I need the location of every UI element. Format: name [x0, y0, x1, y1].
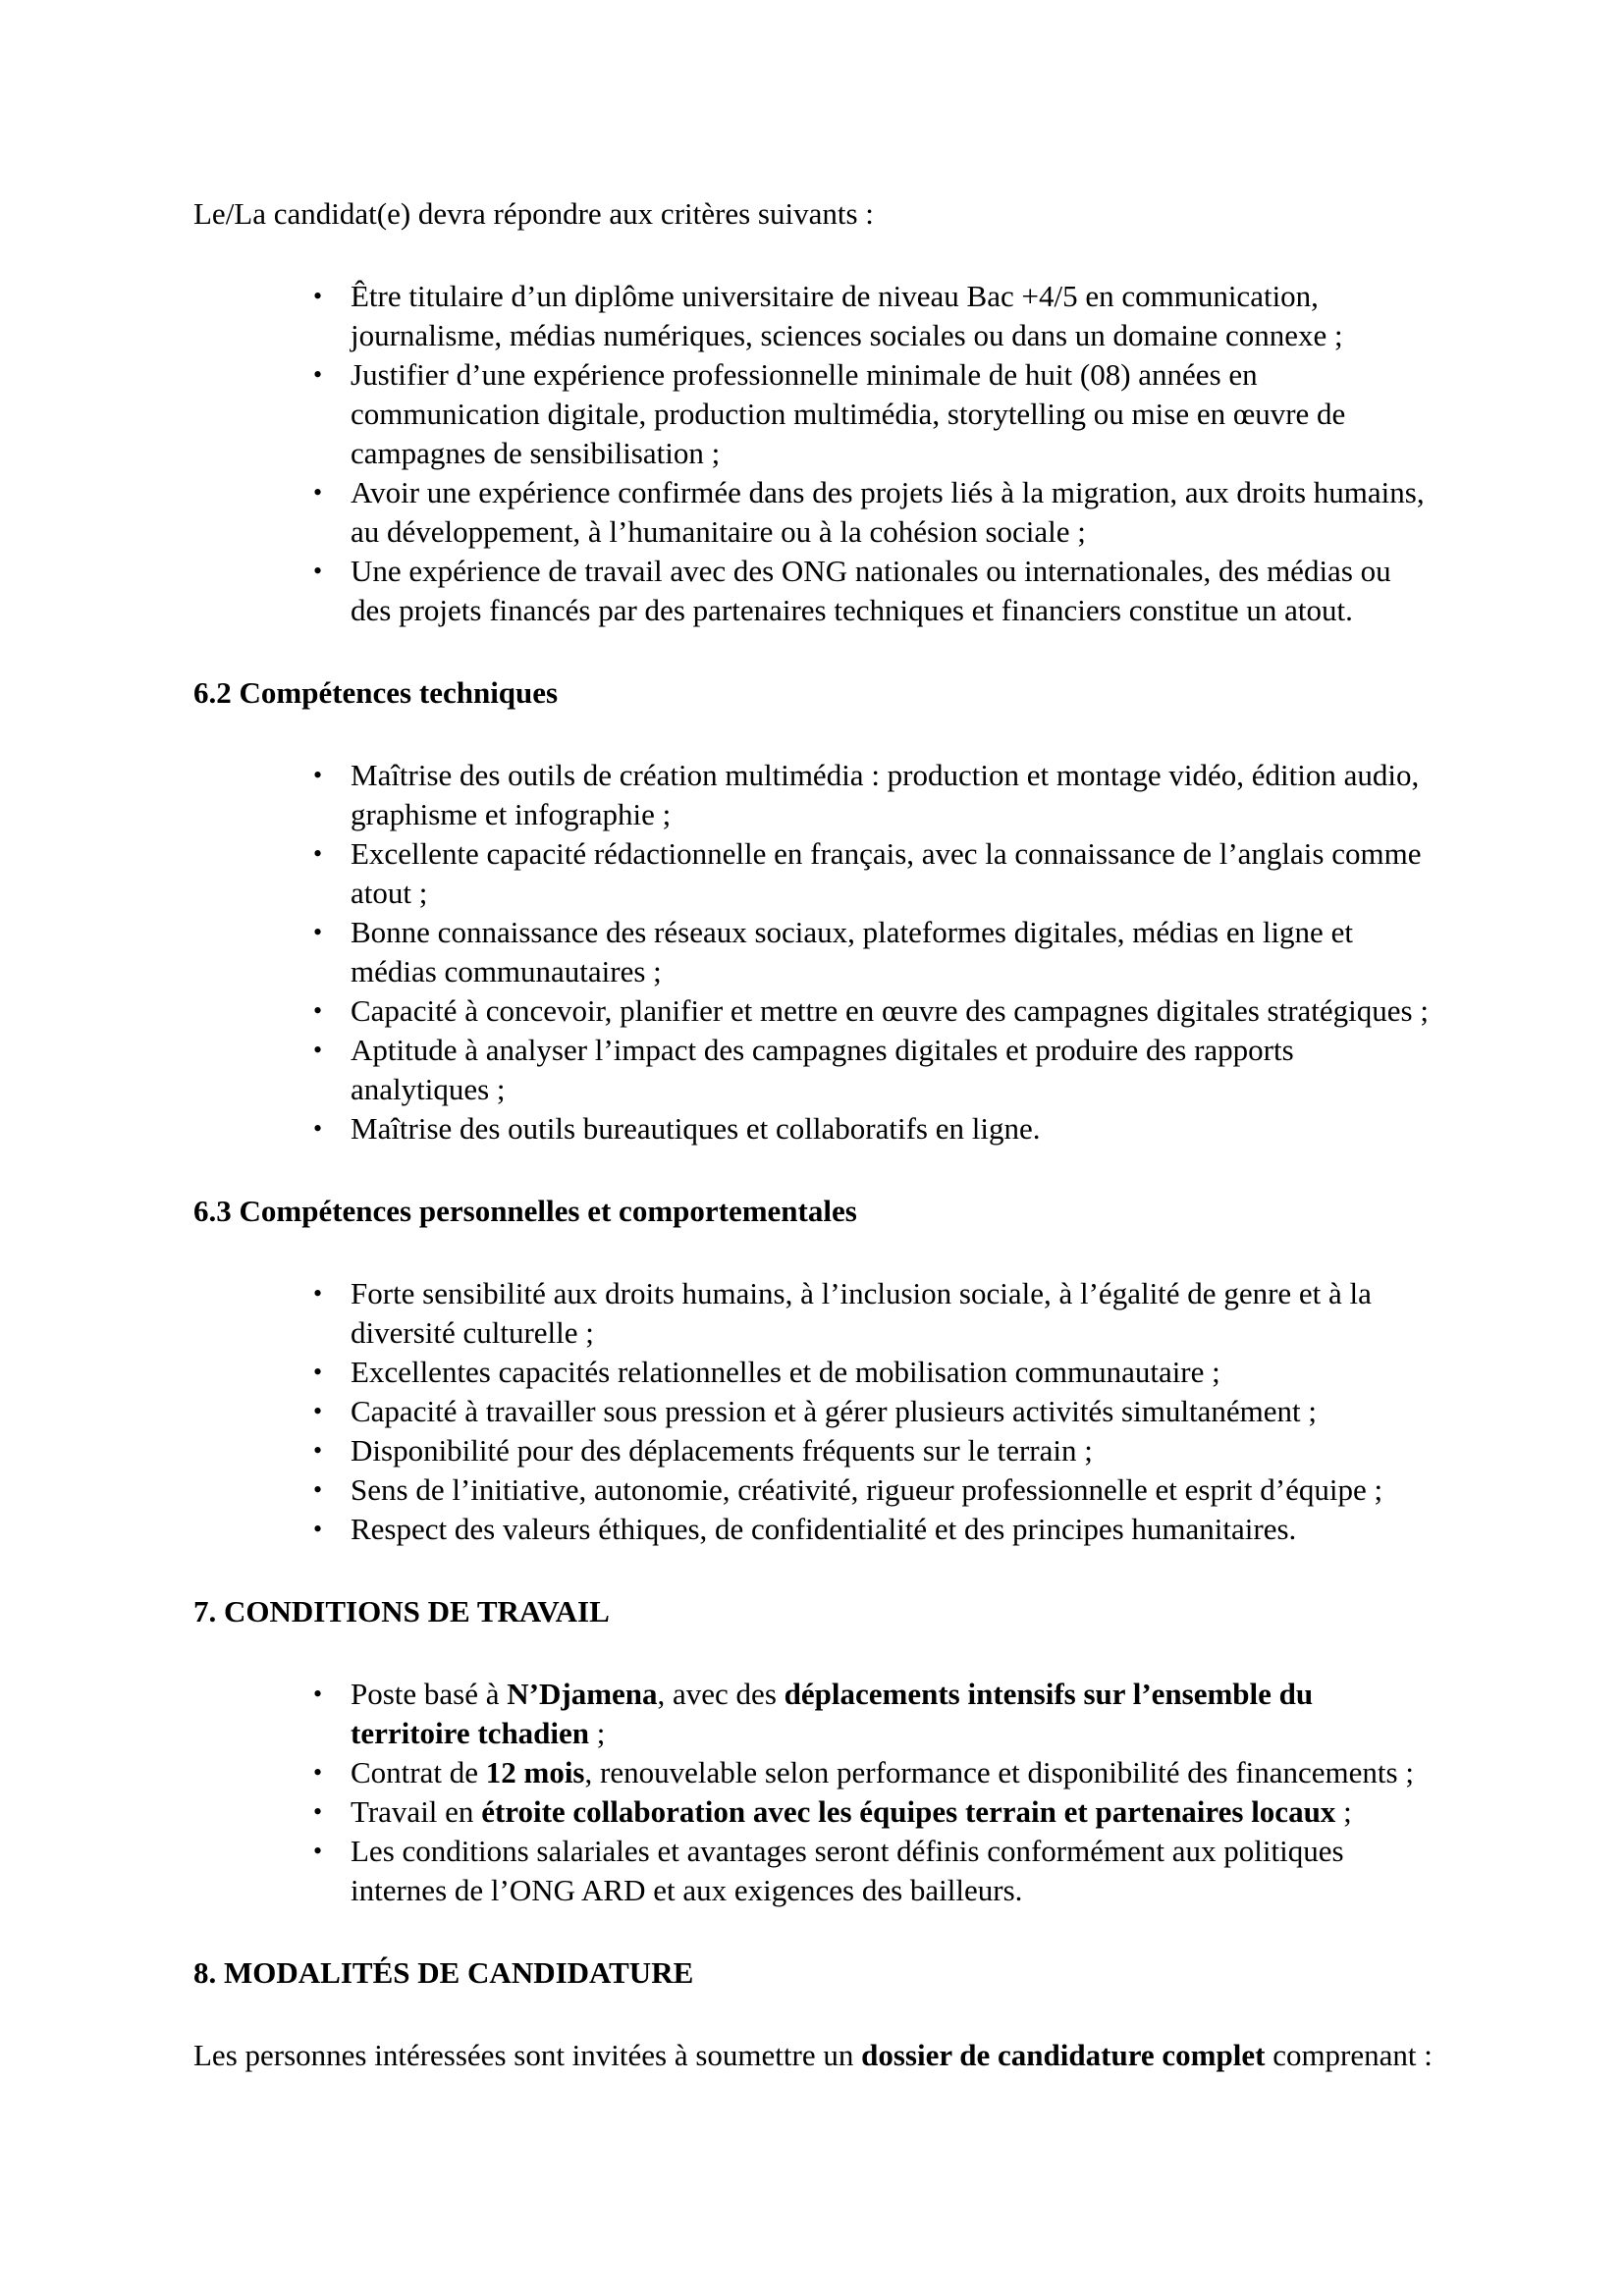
- section-heading: [193, 1192, 1434, 1231]
- bullet-marker: •: [313, 996, 323, 1025]
- text-run: Excellentes capacités relationnelles et de mobilisation communautaire ;: [351, 1355, 1220, 1389]
- list-item: [193, 552, 1434, 630]
- text-run: 6.2 Compétences techniques: [193, 675, 559, 710]
- list-item: [193, 1274, 1434, 1353]
- list-item-text: [351, 1033, 1301, 1106]
- list-item: [193, 1753, 1434, 1792]
- list-item-text: [351, 758, 1427, 831]
- bullet-list: [193, 1675, 1434, 1910]
- text-run: Une expérience de travail avec des ONG nationales ou internationales, des médias ou des projets financés par des partenaires techniques et financiers constitue un atout.: [351, 554, 1399, 627]
- text-run: Bonne connaissance des réseaux sociaux, plateformes digitales, médias en ligne et médias communautaires ;: [351, 915, 1361, 988]
- text-run: Le/La candidat(e) devra répondre aux critères suivants :: [193, 196, 874, 231]
- list-item-text: [351, 1677, 1321, 1750]
- bullet-list: [193, 756, 1434, 1148]
- text-run: 8. MODALITÉS DE CANDIDATURE: [193, 1955, 694, 1990]
- list-item-text: [351, 1472, 1382, 1507]
- list-item: [193, 1510, 1434, 1549]
- bullet-marker: •: [313, 1515, 323, 1543]
- list-item: [193, 473, 1434, 552]
- text-run: déplacements intensifs sur l’ensemble du territoire tchadien: [351, 1677, 1321, 1750]
- paragraph: [193, 194, 1434, 234]
- text-run: 12 mois: [485, 1755, 585, 1789]
- bullet-marker: •: [313, 1758, 323, 1787]
- text-run: Respect des valeurs éthiques, de confidentialité et des principes humanitaires.: [351, 1512, 1297, 1546]
- text-run: Forte sensibilité aux droits humains, à l’inclusion sociale, à l’égalité de genre et à la diversité culturelle ;: [351, 1276, 1380, 1350]
- list-item: [193, 1431, 1434, 1470]
- text-run: , renouvelable selon performance et disponibilité des financements ;: [584, 1755, 1414, 1789]
- list-item-text: [351, 279, 1343, 352]
- list-item: [193, 834, 1434, 913]
- bullet-marker: •: [313, 1279, 323, 1308]
- list-item: [193, 1792, 1434, 1832]
- text-run: ;: [1335, 1794, 1352, 1829]
- bullet-marker: •: [313, 839, 323, 868]
- bullet-marker: •: [313, 761, 323, 789]
- list-item: [193, 1109, 1434, 1148]
- list-item-text: [351, 1111, 1040, 1146]
- list-item: [193, 1470, 1434, 1510]
- bullet-marker: •: [313, 282, 323, 310]
- text-run: Excellente capacité rédactionnelle en français, avec la connaissance de l’anglais comme atout ;: [351, 836, 1430, 910]
- bullet-marker: •: [313, 478, 323, 507]
- list-item-text: [351, 1512, 1296, 1546]
- list-item: [193, 913, 1434, 991]
- text-run: ;: [589, 1716, 606, 1750]
- text-run: Disponibilité pour des déplacements fréquents sur le terrain ;: [351, 1433, 1093, 1468]
- paragraph: [193, 2036, 1434, 2075]
- text-run: Capacité à concevoir, planifier et mettre en œuvre des campagnes digitales stratégiques ;: [351, 993, 1429, 1028]
- list-item: [193, 1675, 1434, 1753]
- list-item: [193, 1832, 1434, 1910]
- bullet-marker: •: [313, 1436, 323, 1465]
- list-item-text: [351, 1276, 1380, 1350]
- text-run: 6.3 Compétences personnelles et comportementales: [193, 1194, 857, 1228]
- list-item-text: [351, 993, 1429, 1028]
- bullet-marker: •: [313, 1837, 323, 1865]
- bullet-marker: •: [313, 918, 323, 946]
- bullet-marker: •: [313, 360, 323, 389]
- list-item-text: [351, 1755, 1414, 1789]
- list-item: [193, 277, 1434, 355]
- bullet-marker: •: [313, 1475, 323, 1504]
- text-run: 7. CONDITIONS DE TRAVAIL: [193, 1594, 610, 1629]
- bullet-list: [193, 1274, 1434, 1549]
- list-item-text: [351, 1355, 1220, 1389]
- list-item-text: [351, 1433, 1093, 1468]
- bullet-list: [193, 277, 1434, 630]
- text-run: comprenant :: [1265, 2038, 1433, 2072]
- list-item: [193, 1031, 1434, 1109]
- list-item-text: [351, 475, 1432, 549]
- text-run: Travail en: [351, 1794, 482, 1829]
- text-run: , avec des: [657, 1677, 785, 1711]
- section-heading: [193, 673, 1434, 713]
- list-item-text: [351, 1794, 1352, 1829]
- bullet-marker: •: [313, 1797, 323, 1826]
- list-item: [193, 991, 1434, 1031]
- list-item-text: [351, 915, 1361, 988]
- text-run: dossier de candidature complet: [861, 2038, 1266, 2072]
- list-item: [193, 1392, 1434, 1431]
- list-item-text: [351, 836, 1429, 910]
- bullet-marker: •: [313, 1036, 323, 1064]
- text-run: étroite collaboration avec les équipes terrain et partenaires locaux: [481, 1794, 1336, 1829]
- list-item-text: [351, 1834, 1351, 1907]
- text-run: Justifier d’une expérience professionnelle minimale de huit (08) années en communication digitale, production multimédia, storytelling ou mise en œuvre de campagnes de sensibilisation ;: [351, 357, 1354, 470]
- text-run: N’Djamena: [507, 1677, 658, 1711]
- text-run: Avoir une expérience confirmée dans des projets liés à la migration, aux droits humains, au développement, à l’humanitaire ou à la cohésion sociale ;: [351, 475, 1433, 549]
- text-run: Sens de l’initiative, autonomie, créativité, rigueur professionnelle et esprit d’équipe ;: [351, 1472, 1383, 1507]
- text-run: Poste basé à: [351, 1677, 508, 1711]
- list-item: [193, 1353, 1434, 1392]
- list-item-text: [351, 554, 1398, 627]
- bullet-marker: •: [313, 1680, 323, 1708]
- text-run: Capacité à travailler sous pression et à gérer plusieurs activités simultanément ;: [351, 1394, 1317, 1428]
- bullet-marker: •: [313, 557, 323, 585]
- text-run: Contrat de: [351, 1755, 486, 1789]
- text-run: Maîtrise des outils de création multimédia : production et montage vidéo, édition audio, graphisme et infographie ;: [351, 758, 1427, 831]
- list-item-text: [351, 357, 1353, 470]
- section-heading: [193, 1592, 1434, 1631]
- list-item: [193, 756, 1434, 834]
- text-run: Être titulaire d’un diplôme universitaire de niveau Bac +4/5 en communication, journalisme, médias numériques, sciences sociales ou dans un domaine connexe ;: [351, 279, 1343, 352]
- list-item-text: [351, 1394, 1317, 1428]
- text-run: Les personnes intéressées sont invitées à soumettre un: [193, 2038, 862, 2072]
- text-run: Aptitude à analyser l’impact des campagnes digitales et produire des rapports analytiques ;: [351, 1033, 1302, 1106]
- section-heading: [193, 1953, 1434, 1993]
- list-item: [193, 355, 1434, 473]
- text-run: Les conditions salariales et avantages seront définis conformément aux politiques internes de l’ONG ARD et aux exigences des bailleurs.: [351, 1834, 1352, 1907]
- text-run: Maîtrise des outils bureautiques et collaboratifs en ligne.: [351, 1111, 1041, 1146]
- bullet-marker: •: [313, 1358, 323, 1386]
- bullet-marker: •: [313, 1114, 323, 1143]
- bullet-marker: •: [313, 1397, 323, 1425]
